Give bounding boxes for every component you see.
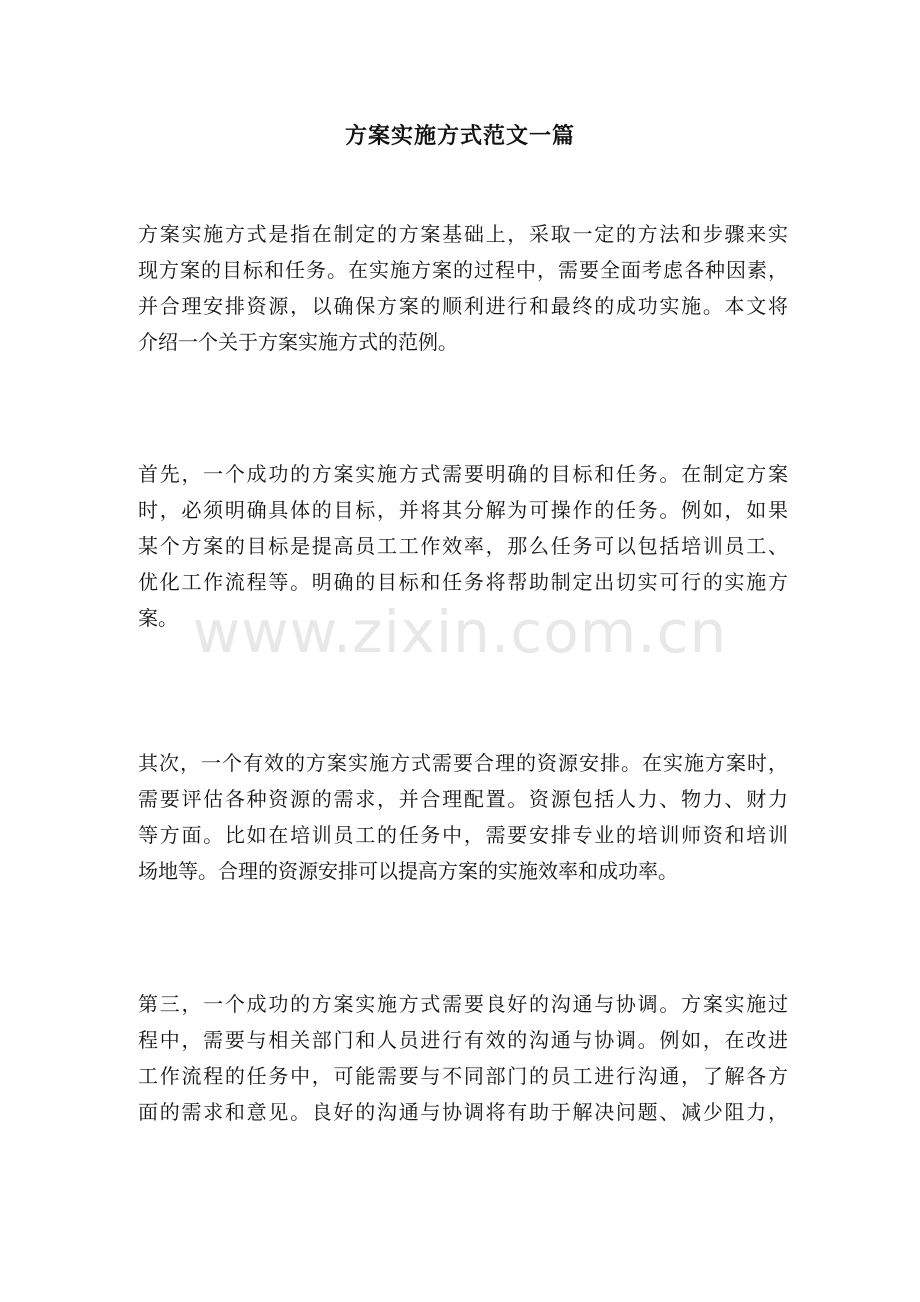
paragraph-line: 并合理安排资源，以确保方案的顺利进行和最终的成功实施。本文将 — [138, 294, 788, 318]
paragraph-4 — [138, 986, 788, 1130]
paragraph-line: 场地等。合理的资源安排可以提高方案的实施效率和成功率。 — [138, 859, 678, 883]
paragraph-1 — [138, 216, 788, 360]
paragraph-line: 面的需求和意见。良好的沟通与协调将有助于解决问题、减少阻力， — [138, 1100, 788, 1124]
paragraph-line: 方案实施方式是指在制定的方案基础上，采取一定的方法和步骤来实 — [138, 222, 788, 246]
paragraph-3 — [138, 745, 788, 889]
paragraph-line: 等方面。比如在培训员工的任务中，需要安排专业的培训师资和培训 — [138, 823, 788, 847]
paragraph-line: 工作流程的任务中，可能需要与不同部门的员工进行沟通，了解各方 — [138, 1064, 788, 1088]
paragraph-line: 优化工作流程等。明确的目标和任务将帮助制定出切实可行的实施方 — [138, 570, 788, 594]
paragraph-line: 时，必须明确具体的目标，并将其分解为可操作的任务。例如，如果 — [138, 498, 788, 522]
paragraph-line: 现方案的目标和任务。在实施方案的过程中，需要全面考虑各种因素， — [138, 258, 788, 282]
paragraph-2 — [138, 456, 788, 636]
paragraph-line: 需要评估各种资源的需求，并合理配置。资源包括人力、物力、财力 — [138, 787, 788, 811]
watermark: www.zixin.com.cn — [192, 598, 728, 666]
paragraph-line: 某个方案的目标是提高员工工作效率，那么任务可以包括培训员工、 — [138, 534, 788, 558]
paragraph-line: 其次，一个有效的方案实施方式需要合理的资源安排。在实施方案时， — [138, 751, 788, 775]
paragraph-line: 案。 — [138, 606, 178, 630]
paragraph-line: 第三，一个成功的方案实施方式需要良好的沟通与协调。方案实施过 — [138, 992, 788, 1016]
document-title: 方案实施方式范文一篇 — [344, 123, 575, 149]
paragraph-line: 首先，一个成功的方案实施方式需要明确的目标和任务。在制定方案 — [138, 462, 788, 486]
paragraph-line: 介绍一个关于方案实施方式的范例。 — [138, 330, 458, 354]
paragraph-line: 程中，需要与相关部门和人员进行有效的沟通与协调。例如，在改进 — [138, 1028, 788, 1052]
